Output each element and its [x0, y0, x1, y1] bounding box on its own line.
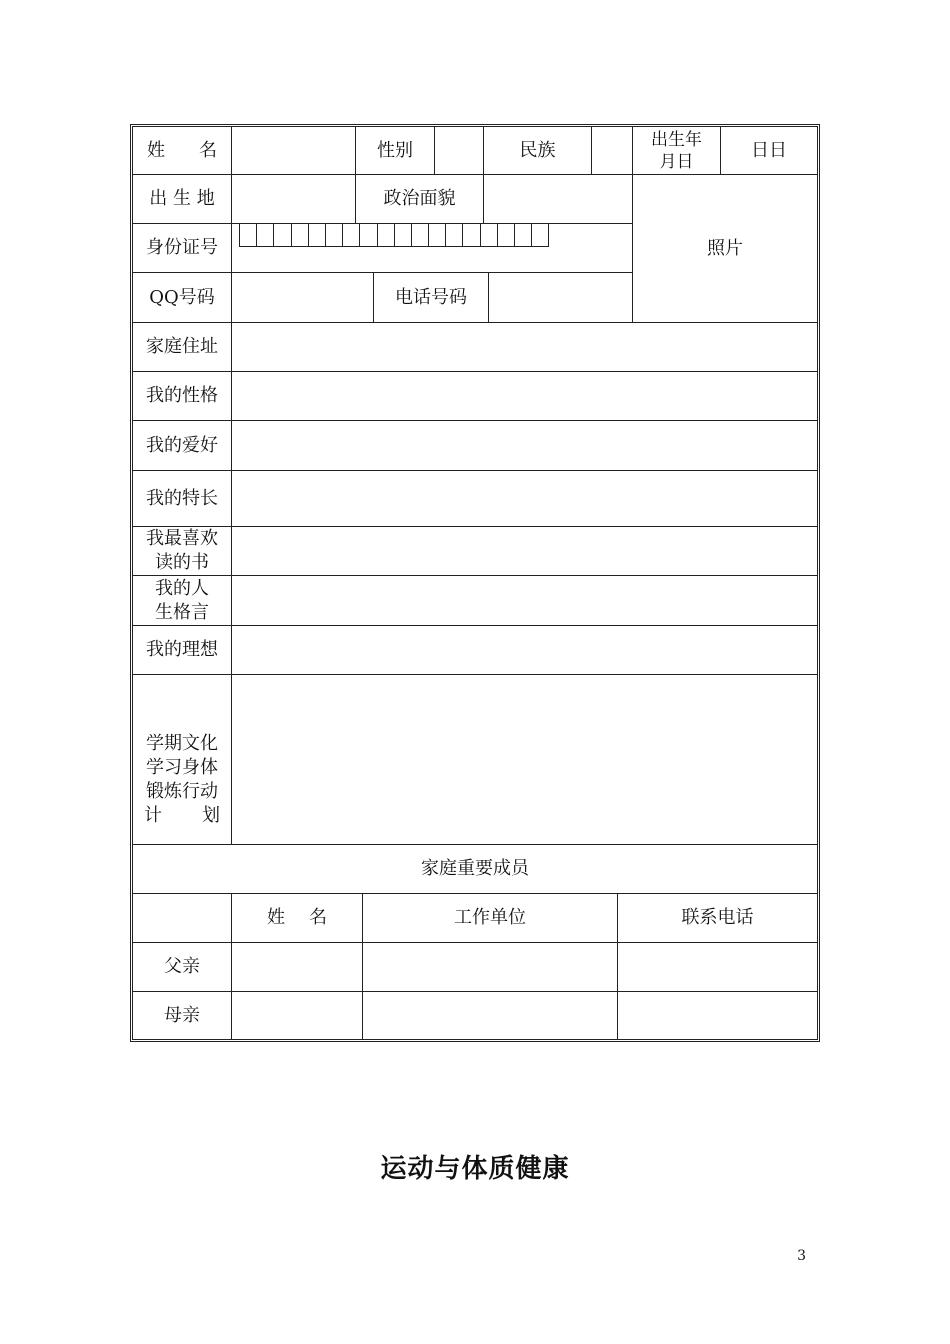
- id-digit-box[interactable]: [273, 223, 291, 247]
- id-digit-box[interactable]: [462, 223, 480, 247]
- family-section-title: 家庭重要成员: [132, 844, 818, 894]
- hobby-label: 我的爱好: [132, 420, 232, 471]
- family-col-name: 姓 名: [231, 893, 363, 943]
- favorite-book-field[interactable]: [231, 526, 818, 576]
- id-digit-boxes[interactable]: [239, 223, 548, 247]
- mother-label: 母亲: [132, 991, 232, 1040]
- address-field[interactable]: [231, 322, 818, 372]
- photo-box: 照片: [632, 174, 818, 323]
- id-digit-box[interactable]: [359, 223, 377, 247]
- name-field[interactable]: [231, 126, 356, 175]
- father-work-field[interactable]: [362, 942, 618, 992]
- mother-name-field[interactable]: [231, 991, 363, 1040]
- semester-plan-label: 学期文化 学习身体 锻炼行动 计 划: [132, 674, 232, 845]
- id-digit-box[interactable]: [497, 223, 515, 247]
- personality-field[interactable]: [231, 371, 818, 421]
- personality-label: 我的性格: [132, 371, 232, 421]
- id-digit-box[interactable]: [377, 223, 395, 247]
- id-digit-box[interactable]: [411, 223, 429, 247]
- father-label: 父亲: [132, 942, 232, 992]
- mother-phone-field[interactable]: [617, 991, 818, 1040]
- political-status-field[interactable]: [483, 174, 633, 224]
- motto-field[interactable]: [231, 575, 818, 626]
- mother-work-field[interactable]: [362, 991, 618, 1040]
- id-digit-box[interactable]: [394, 223, 412, 247]
- favorite-book-label: 我最喜欢读的书: [132, 526, 232, 576]
- id-digit-box[interactable]: [514, 223, 532, 247]
- political-status-label: 政治面貌: [355, 174, 484, 224]
- id-digit-box[interactable]: [256, 223, 274, 247]
- id-digit-box[interactable]: [308, 223, 326, 247]
- birthdate-value[interactable]: 日日: [720, 126, 818, 175]
- page-number: 3: [797, 1248, 806, 1264]
- family-col-phone: 联系电话: [617, 893, 818, 943]
- id-digit-box[interactable]: [342, 223, 360, 247]
- qq-label: QQ号码: [132, 272, 232, 323]
- semester-plan-field[interactable]: [231, 674, 818, 845]
- name-label: 姓 名: [132, 126, 232, 175]
- family-header-blank: [132, 893, 232, 943]
- birthplace-label: 出 生 地: [132, 174, 232, 224]
- id-digit-box[interactable]: [325, 223, 343, 247]
- birthplace-field[interactable]: [231, 174, 356, 224]
- ideal-field[interactable]: [231, 625, 818, 675]
- id-digit-box[interactable]: [531, 223, 549, 247]
- qq-field[interactable]: [231, 272, 374, 323]
- father-phone-field[interactable]: [617, 942, 818, 992]
- id-digit-box[interactable]: [428, 223, 446, 247]
- birthdate-label: 出生年月日: [632, 126, 721, 175]
- gender-label: 性别: [355, 126, 435, 175]
- ideal-label: 我的理想: [132, 625, 232, 675]
- id-digit-box[interactable]: [480, 223, 498, 247]
- phone-field[interactable]: [488, 272, 633, 323]
- section-heading: 运动与体质健康: [380, 1154, 570, 1184]
- address-label: 家庭住址: [132, 322, 232, 372]
- gender-field[interactable]: [434, 126, 484, 175]
- id-number-label: 身份证号: [132, 223, 232, 273]
- family-col-work: 工作单位: [362, 893, 618, 943]
- id-digit-box[interactable]: [239, 223, 257, 247]
- id-digit-box[interactable]: [291, 223, 309, 247]
- ethnicity-field[interactable]: [591, 126, 633, 175]
- id-digit-box[interactable]: [445, 223, 463, 247]
- ethnicity-label: 民族: [483, 126, 592, 175]
- phone-label: 电话号码: [373, 272, 489, 323]
- specialty-field[interactable]: [231, 470, 818, 527]
- father-name-field[interactable]: [231, 942, 363, 992]
- motto-label: 我的人生格言: [132, 575, 232, 626]
- hobby-field[interactable]: [231, 420, 818, 471]
- specialty-label: 我的特长: [132, 470, 232, 527]
